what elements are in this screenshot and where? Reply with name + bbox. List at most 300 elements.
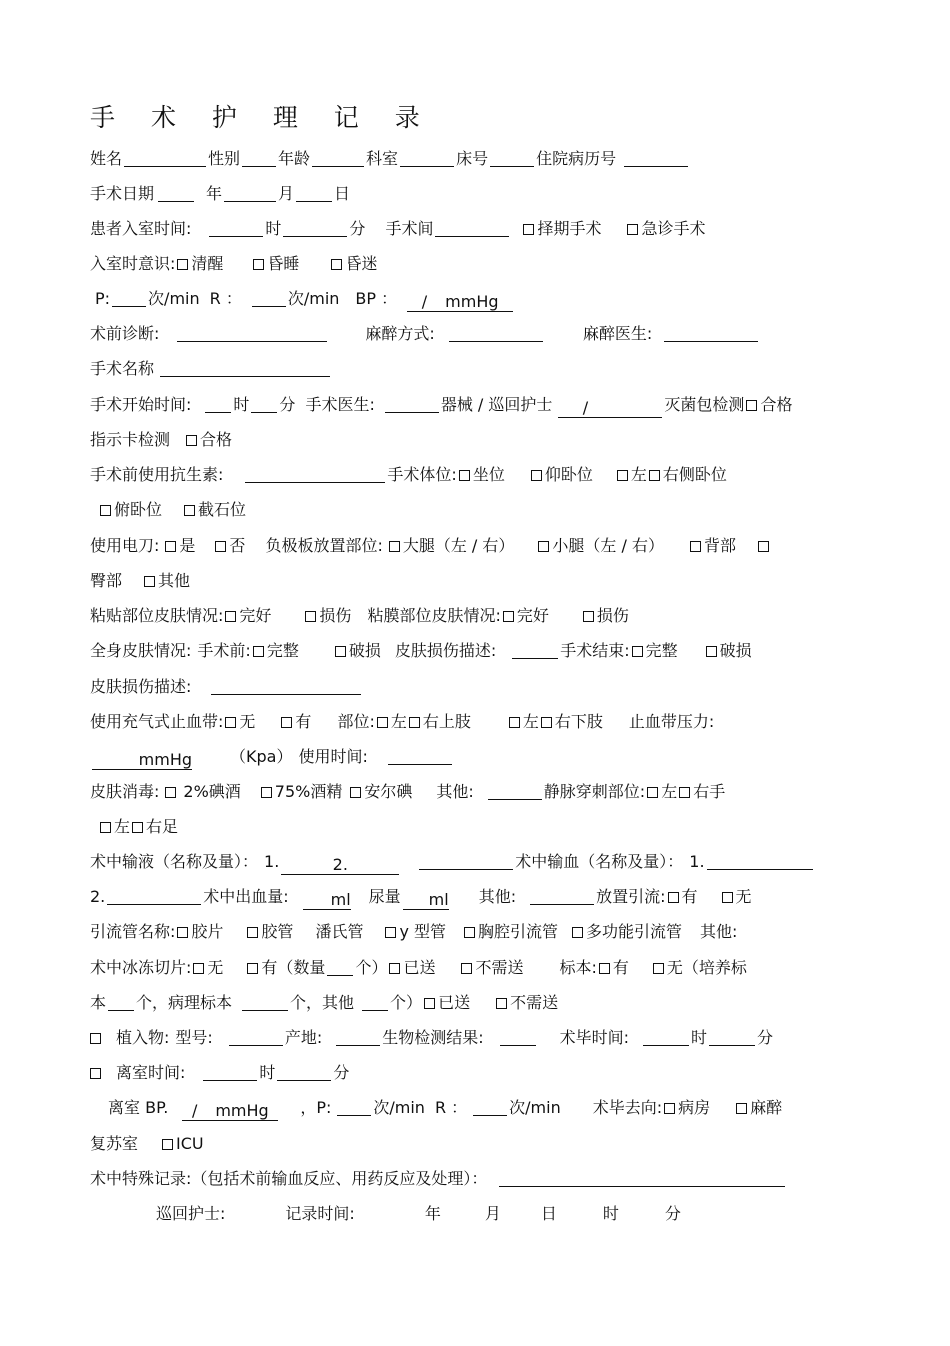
label-leave-resp-unit: 次/min bbox=[509, 1098, 561, 1117]
label-emergency: 急诊手术 bbox=[641, 219, 706, 238]
label-drain-type: 引流管名称: bbox=[90, 922, 176, 941]
checkbox-supine[interactable] bbox=[531, 470, 542, 481]
label-coma: 昏迷 bbox=[345, 254, 378, 273]
label-venipuncture: 静脉穿刺部位: bbox=[543, 782, 646, 801]
checkbox-anerdian[interactable] bbox=[350, 787, 361, 798]
bp-separator: / bbox=[421, 292, 428, 311]
label-age: 年龄 bbox=[278, 149, 311, 168]
label-other-site: 其他 bbox=[158, 571, 191, 590]
label-special-record: 术中特殊记录:（包括术前输血反应、用药反应及处理）： bbox=[90, 1169, 488, 1188]
row-tourniquet bbox=[90, 710, 870, 734]
row-surgery-start bbox=[90, 393, 870, 417]
checkbox-y-tube[interactable] bbox=[385, 927, 396, 938]
checkbox-electrotome-yes[interactable] bbox=[165, 541, 176, 552]
label-other-disinfect: 其他: bbox=[436, 782, 474, 801]
label-surgery-date: 手术日期 bbox=[90, 184, 155, 203]
field-gender[interactable] bbox=[242, 148, 276, 167]
checkbox-hand-left[interactable] bbox=[647, 787, 658, 798]
label-left: 左 bbox=[630, 465, 647, 484]
row-surgery-date bbox=[90, 182, 870, 206]
label-position: 手术体位: bbox=[387, 465, 457, 484]
row-entry-time bbox=[90, 217, 870, 241]
label-anesthesia: 麻醉 bbox=[750, 1098, 783, 1117]
checkbox-lower-left[interactable] bbox=[509, 717, 520, 728]
field-pressure[interactable] bbox=[92, 751, 192, 770]
checkbox-specimen-yes[interactable] bbox=[599, 963, 610, 974]
checkbox-frozen-not-needed[interactable] bbox=[461, 963, 472, 974]
label-chest-drain: 胸腔引流管 bbox=[478, 922, 559, 941]
row-disinfection bbox=[90, 780, 870, 804]
field-surgery-name[interactable] bbox=[160, 358, 330, 377]
label-upper-left: 左 bbox=[390, 712, 407, 731]
label-tourniquet-no: 无 bbox=[239, 712, 256, 731]
label-sterile-pass: 合格 bbox=[760, 395, 793, 414]
field-infusion-2[interactable] bbox=[419, 851, 513, 870]
label-minute: 分 bbox=[349, 219, 366, 238]
row-body-skin bbox=[90, 639, 870, 663]
label-no: 否 bbox=[229, 536, 246, 555]
field-bio-test[interactable] bbox=[500, 1027, 536, 1046]
label-after-surgery: 手术结束: bbox=[560, 641, 630, 660]
label-supine: 仰卧位 bbox=[544, 465, 593, 484]
label-ward: 病房 bbox=[678, 1098, 711, 1117]
label-site: 部位: bbox=[337, 712, 375, 731]
label-after-intact: 完整 bbox=[645, 641, 678, 660]
label-mucosa-skin: 粘膜部位皮肤情况: bbox=[367, 606, 501, 625]
label-surgery-name: 手术名称 bbox=[90, 359, 155, 378]
row-damage-desc-2 bbox=[90, 675, 870, 699]
field-surgeon[interactable] bbox=[385, 394, 439, 413]
field-damage-desc[interactable] bbox=[512, 640, 558, 659]
checkbox-implant[interactable] bbox=[90, 1033, 101, 1044]
row-adhesion-skin bbox=[90, 604, 870, 628]
label-implant: 植入物: bbox=[116, 1028, 170, 1047]
bp-unit: mmHg bbox=[445, 292, 499, 311]
field-leave-pulse[interactable] bbox=[337, 1097, 371, 1116]
checkbox-right-lateral[interactable] bbox=[649, 470, 660, 481]
checkbox-other-site[interactable] bbox=[144, 576, 155, 587]
label-record-time: 记录时间: bbox=[285, 1204, 355, 1223]
field-leave-bp[interactable] bbox=[182, 1102, 278, 1121]
label-yes: 是 bbox=[179, 536, 196, 555]
row-position-2 bbox=[98, 498, 878, 522]
row-venipuncture-2 bbox=[98, 815, 878, 839]
label-leave-pulse-unit: 次/min bbox=[373, 1098, 425, 1117]
label-urine: 尿量 bbox=[368, 887, 401, 906]
label-after-damaged: 破损 bbox=[719, 641, 752, 660]
label-frozen-not-needed: 不需送 bbox=[475, 958, 524, 977]
label-sig-day: 日 bbox=[540, 1204, 557, 1223]
label-specimen-no: 无（培养标 bbox=[666, 958, 747, 977]
checkbox-drainage-yes[interactable] bbox=[668, 892, 679, 903]
label-indicator-card: 指示卡检测 bbox=[90, 430, 171, 449]
field-other-disinfect[interactable] bbox=[488, 781, 542, 800]
label-before-damaged: 破损 bbox=[348, 641, 381, 660]
checkbox-prone[interactable] bbox=[100, 505, 111, 516]
label-specimen-sent: 已送 bbox=[438, 993, 471, 1012]
label-other-drain: 其他: bbox=[700, 922, 738, 941]
field-operating-room[interactable] bbox=[435, 218, 509, 237]
row-infusion bbox=[90, 850, 870, 874]
row-pressure bbox=[90, 745, 870, 769]
label-consciousness: 入室时意识: bbox=[90, 254, 176, 273]
row-leave-vitals bbox=[108, 1096, 888, 1120]
field-month[interactable] bbox=[224, 183, 276, 202]
label-pathology: 个，病理标本 bbox=[136, 993, 233, 1012]
checkbox-tourniquet-yes[interactable] bbox=[281, 717, 292, 728]
label-recovery-room: 复苏室 bbox=[90, 1134, 139, 1153]
label-lateral: 右侧卧位 bbox=[662, 465, 727, 484]
label-department: 科室 bbox=[366, 149, 399, 168]
checkbox-adhesion-damaged[interactable] bbox=[305, 611, 316, 622]
checkbox-anesthesia-recovery[interactable] bbox=[736, 1103, 747, 1114]
field-nurses[interactable] bbox=[558, 399, 662, 418]
checkbox-left[interactable] bbox=[617, 470, 628, 481]
label-month: 月 bbox=[278, 184, 295, 203]
checkbox-icu[interactable] bbox=[162, 1139, 173, 1150]
label-year: 年 bbox=[206, 184, 223, 203]
row-vitals bbox=[95, 287, 875, 311]
field-entry-minute[interactable] bbox=[283, 218, 347, 237]
checkbox-lower-right[interactable] bbox=[541, 717, 552, 728]
leave-bp-unit: mmHg bbox=[215, 1101, 269, 1120]
label-y-tube: y 型管 bbox=[399, 922, 447, 941]
label-name: 姓名 bbox=[90, 149, 123, 168]
row-frozen-section bbox=[90, 956, 870, 980]
checkbox-sitting[interactable] bbox=[459, 470, 470, 481]
label-tourniquet: 使用充气式止血带: bbox=[90, 712, 224, 731]
label-anesthesiologist: 麻醉医生: bbox=[582, 324, 653, 343]
label-mucosa-damaged: 损伤 bbox=[596, 606, 629, 625]
checkbox-ward[interactable] bbox=[664, 1103, 675, 1114]
label-record-no: 住院病历号 bbox=[536, 149, 617, 168]
blood-loss-unit: ml bbox=[330, 890, 351, 909]
checkbox-elective[interactable] bbox=[523, 224, 534, 235]
label-hand-right: 右手 bbox=[693, 782, 726, 801]
label-drainage-yes: 有 bbox=[681, 887, 698, 906]
field-blood-loss[interactable] bbox=[303, 891, 351, 910]
label-alcohol: 75%酒精 bbox=[274, 782, 343, 801]
label-buttock: 臀部 bbox=[90, 571, 123, 590]
field-pulse[interactable] bbox=[112, 288, 146, 307]
label-antibiotics: 手术前使用抗生素: bbox=[90, 465, 224, 484]
label-sterile-check: 灭菌包检测 bbox=[664, 395, 745, 414]
label-hand-left: 左 bbox=[661, 782, 678, 801]
field-bed[interactable] bbox=[490, 148, 534, 167]
field-name[interactable] bbox=[124, 148, 206, 167]
checkbox-electrotome-no[interactable] bbox=[215, 541, 226, 552]
checkbox-upper-right[interactable] bbox=[409, 717, 420, 728]
field-transfusion-2[interactable] bbox=[107, 886, 201, 905]
label-electrotome: 使用电刀: bbox=[90, 536, 160, 555]
label-infusion: 术中输液（名称及量）： bbox=[90, 852, 259, 871]
label-mucosa-intact: 完好 bbox=[516, 606, 549, 625]
label-foot-right: 右足 bbox=[146, 817, 179, 836]
label-frozen-no: 无 bbox=[207, 958, 224, 977]
label-adhesion-intact: 完好 bbox=[239, 606, 272, 625]
label-specimen-not-needed: 不需送 bbox=[510, 993, 559, 1012]
checkbox-coma[interactable] bbox=[331, 259, 342, 270]
field-leave-resp[interactable] bbox=[473, 1097, 507, 1116]
field-frozen-count[interactable] bbox=[327, 957, 353, 976]
field-year[interactable] bbox=[158, 183, 194, 202]
label-prone: 俯卧位 bbox=[114, 500, 163, 519]
label-tourniquet-pressure: 止血带压力: bbox=[628, 712, 715, 731]
label-leave-time: 离室时间: bbox=[116, 1063, 186, 1082]
label-model: 型号: bbox=[175, 1028, 213, 1047]
label-frozen-yes: 有（数量 bbox=[261, 958, 326, 977]
label-hour: 时 bbox=[265, 219, 282, 238]
label-start-minute: 分 bbox=[279, 395, 296, 414]
label-day: 日 bbox=[334, 184, 351, 203]
label-multi-drain: 多功能引流管 bbox=[586, 922, 683, 941]
checkbox-upper-left[interactable] bbox=[377, 717, 388, 728]
label-sig-minute: 分 bbox=[664, 1204, 681, 1223]
row-electrotome bbox=[90, 534, 870, 558]
checkbox-frozen-sent[interactable] bbox=[389, 963, 400, 974]
checkbox-indicator-pass[interactable] bbox=[186, 435, 197, 446]
label-plate-site: 负极板放置部位: bbox=[265, 536, 383, 555]
checkbox-leave[interactable] bbox=[90, 1068, 101, 1079]
row-special-record bbox=[90, 1167, 870, 1191]
label-tube-drain: 胶管 bbox=[261, 922, 294, 941]
field-other-output[interactable] bbox=[530, 886, 594, 905]
label-origin: 产地: bbox=[284, 1028, 323, 1047]
label-specimen-unit: 个） bbox=[390, 993, 423, 1012]
checkbox-lithotomy[interactable] bbox=[184, 505, 195, 516]
field-other-specimen-count[interactable] bbox=[362, 992, 388, 1011]
label-start-hour: 时 bbox=[233, 395, 250, 414]
checkbox-tourniquet-no[interactable] bbox=[225, 717, 236, 728]
label-pulse-unit: 次/min bbox=[148, 289, 200, 308]
field-bp[interactable] bbox=[407, 293, 513, 312]
field-preop-diagnosis[interactable] bbox=[177, 323, 327, 342]
checkbox-specimen-no[interactable] bbox=[653, 963, 664, 974]
checkbox-thigh[interactable] bbox=[389, 541, 400, 552]
field-duration[interactable] bbox=[388, 746, 452, 765]
label-frozen-section: 术中冰冻切片: bbox=[90, 958, 192, 977]
label-before-surgery: 手术前: bbox=[197, 641, 251, 660]
label-lower-left: 左 bbox=[522, 712, 539, 731]
label-disinfection: 皮肤消毒: bbox=[90, 782, 160, 801]
checkbox-buttock[interactable] bbox=[758, 541, 769, 552]
label-sitting: 坐位 bbox=[472, 465, 505, 484]
label-infusion-1: 1. bbox=[264, 852, 280, 871]
field-entry-hour[interactable] bbox=[209, 218, 263, 237]
label-start-time: 手术开始时间: bbox=[90, 395, 192, 414]
checkbox-emergency[interactable] bbox=[627, 224, 638, 235]
checkbox-awake[interactable] bbox=[177, 259, 188, 270]
field-urine[interactable] bbox=[403, 891, 449, 910]
label-indicator-pass: 合格 bbox=[200, 430, 233, 449]
label-back: 背部 bbox=[704, 536, 737, 555]
field-start-minute[interactable] bbox=[251, 394, 277, 413]
nurses-separator: / bbox=[582, 398, 589, 417]
label-adhesion-skin: 粘贴部位皮肤情况: bbox=[90, 606, 224, 625]
label-other-specimen: 个，其他 bbox=[290, 993, 355, 1012]
label-blood-loss: 术中出血量: bbox=[203, 887, 289, 906]
field-pathology-count[interactable] bbox=[242, 992, 288, 1011]
label-bp: BP ： bbox=[355, 289, 398, 308]
label-frozen-sent: 已送 bbox=[403, 958, 436, 977]
field-special-record[interactable] bbox=[499, 1168, 785, 1187]
checkbox-after-intact[interactable] bbox=[632, 646, 643, 657]
label-leave-bp: 离室 BP. bbox=[108, 1098, 169, 1117]
label-nurses: 器械 / 巡回护士 bbox=[440, 395, 553, 414]
label-culture-suffix: 本 bbox=[90, 993, 107, 1012]
label-transfusion-1: 1. bbox=[689, 852, 705, 871]
row-drain-type bbox=[90, 920, 870, 944]
label-body-skin: 全身皮肤情况: bbox=[90, 641, 192, 660]
row-specimen-count bbox=[90, 991, 870, 1015]
checkbox-specimen-not-needed[interactable] bbox=[496, 998, 507, 1009]
row-blood-loss bbox=[90, 885, 870, 909]
form-title: 手 术 护 理 记 录 bbox=[90, 103, 434, 132]
checkbox-iodine-tincture[interactable] bbox=[165, 787, 176, 798]
row-surgery-name bbox=[90, 357, 870, 381]
checkbox-foot-right[interactable] bbox=[132, 822, 143, 833]
label-leave-hour: 时 bbox=[259, 1063, 276, 1082]
checkbox-frozen-no[interactable] bbox=[193, 963, 204, 974]
checkbox-drainage-no[interactable] bbox=[722, 892, 733, 903]
label-damage-desc-after: 皮肤损伤描述: bbox=[90, 677, 192, 696]
label-infusion-2: 2. bbox=[332, 855, 348, 874]
checkbox-foot-left[interactable] bbox=[100, 822, 111, 833]
label-specimen-yes: 有 bbox=[612, 958, 629, 977]
pressure-unit: mmHg bbox=[138, 750, 192, 769]
checkbox-back[interactable] bbox=[690, 541, 701, 552]
label-drainage-no: 无 bbox=[735, 887, 752, 906]
label-specimen: 标本: bbox=[559, 958, 597, 977]
checkbox-calf[interactable] bbox=[538, 541, 549, 552]
label-frozen-unit: 个） bbox=[355, 958, 388, 977]
label-entry-time: 患者入室时间: bbox=[90, 219, 192, 238]
label-drowsy: 昏睡 bbox=[267, 254, 300, 273]
label-film-drain: 胶片 bbox=[191, 922, 224, 941]
field-anesthesiologist[interactable] bbox=[664, 323, 758, 342]
label-bed: 床号 bbox=[456, 149, 489, 168]
checkbox-mucosa-damaged[interactable] bbox=[583, 611, 594, 622]
field-transfusion-1[interactable] bbox=[707, 851, 813, 870]
field-anesthesia-method[interactable] bbox=[449, 323, 543, 342]
label-preop-diagnosis: 术前诊断: bbox=[90, 324, 160, 343]
label-icu: ICU bbox=[176, 1134, 204, 1153]
checkbox-tube-drain[interactable] bbox=[247, 927, 258, 938]
label-resp-unit: 次/min bbox=[287, 289, 340, 308]
field-antibiotics[interactable] bbox=[245, 464, 385, 483]
row-destination-2 bbox=[90, 1132, 870, 1156]
label-leave-pulse: ，P: bbox=[300, 1098, 332, 1117]
field-leave-hour[interactable] bbox=[203, 1062, 257, 1081]
label-damage-desc: 皮肤损伤描述: bbox=[394, 641, 497, 660]
label-upper-limb: 右上肢 bbox=[422, 712, 471, 731]
checkbox-multi-drain[interactable] bbox=[572, 927, 583, 938]
label-lower-limb: 右下肢 bbox=[554, 712, 603, 731]
label-elective: 择期手术 bbox=[537, 219, 602, 238]
checkbox-chest-drain[interactable] bbox=[464, 927, 475, 938]
label-operating-room: 手术间 bbox=[385, 219, 434, 238]
row-antibiotics-position bbox=[90, 463, 870, 487]
label-penrose: 潘氏管 bbox=[315, 922, 364, 941]
label-end-time: 术毕时间: bbox=[559, 1028, 630, 1047]
label-tourniquet-yes: 有 bbox=[295, 712, 312, 731]
field-origin[interactable] bbox=[336, 1027, 380, 1046]
row-consciousness bbox=[90, 252, 870, 276]
label-end-minute: 分 bbox=[757, 1028, 774, 1047]
checkbox-after-damaged[interactable] bbox=[706, 646, 717, 657]
field-end-hour[interactable] bbox=[643, 1027, 689, 1046]
row-leave-time bbox=[90, 1061, 870, 1085]
row-patient-info bbox=[90, 147, 870, 171]
field-start-hour[interactable] bbox=[205, 394, 231, 413]
field-department[interactable] bbox=[400, 148, 454, 167]
label-awake: 清醒 bbox=[191, 254, 224, 273]
field-damage-desc-after[interactable] bbox=[211, 676, 361, 695]
checkbox-specimen-sent[interactable] bbox=[424, 998, 435, 1009]
label-drainage: 放置引流: bbox=[596, 887, 666, 906]
checkbox-hand-right[interactable] bbox=[679, 787, 690, 798]
label-before-intact: 完整 bbox=[266, 641, 299, 660]
label-transfusion: 术中输血（名称及量）： bbox=[515, 852, 684, 871]
label-calf: 小腿（左 / 右） bbox=[552, 536, 664, 555]
checkbox-adhesion-intact[interactable] bbox=[225, 611, 236, 622]
field-record-no[interactable] bbox=[624, 148, 688, 167]
checkbox-alcohol[interactable] bbox=[261, 787, 272, 798]
urine-unit: ml bbox=[428, 890, 449, 909]
field-infusion-1[interactable] bbox=[281, 856, 399, 875]
label-destination: 术毕去向: bbox=[592, 1098, 663, 1117]
label-other-output: 其他: bbox=[478, 887, 517, 906]
label-gender: 性别 bbox=[208, 149, 241, 168]
field-resp[interactable] bbox=[252, 288, 286, 307]
checkbox-mucosa-intact[interactable] bbox=[503, 611, 514, 622]
field-end-minute[interactable] bbox=[709, 1027, 755, 1046]
label-duration: 使用时间: bbox=[298, 747, 368, 766]
field-leave-minute[interactable] bbox=[277, 1062, 331, 1081]
checkbox-before-damaged[interactable] bbox=[335, 646, 346, 657]
label-anerdian: 安尔碘 bbox=[364, 782, 413, 801]
row-diagnosis bbox=[90, 322, 870, 346]
label-transfusion-2: 2. bbox=[90, 887, 106, 906]
field-model[interactable] bbox=[229, 1027, 283, 1046]
field-day[interactable] bbox=[296, 183, 332, 202]
label-end-hour: 时 bbox=[691, 1028, 708, 1047]
checkbox-sterile-pass[interactable] bbox=[746, 400, 757, 411]
field-age[interactable] bbox=[312, 148, 364, 167]
checkbox-frozen-yes[interactable] bbox=[247, 963, 258, 974]
row-plate-site-2 bbox=[90, 569, 870, 593]
row-indicator-card bbox=[90, 428, 870, 452]
label-thigh: 大腿（左 / 右） bbox=[402, 536, 515, 555]
leave-bp-separator: / bbox=[191, 1101, 198, 1120]
label-pulse: P: bbox=[95, 289, 111, 308]
checkbox-film-drain[interactable] bbox=[177, 927, 188, 938]
label-sig-month: 月 bbox=[484, 1204, 501, 1223]
field-culture-count[interactable] bbox=[108, 992, 134, 1011]
checkbox-drowsy[interactable] bbox=[253, 259, 264, 270]
label-leave-resp: R ： bbox=[434, 1098, 468, 1117]
label-iodine-tincture: 2%碘酒 bbox=[183, 782, 241, 801]
label-circulating-nurse: 巡回护士: bbox=[156, 1204, 226, 1223]
label-anesthesia-method: 麻醉方式: bbox=[365, 324, 435, 343]
label-bio-test: 生物检测结果: bbox=[382, 1028, 484, 1047]
checkbox-before-intact[interactable] bbox=[253, 646, 264, 657]
row-signature bbox=[156, 1202, 936, 1226]
label-kpa: （Kpa） bbox=[230, 747, 293, 766]
label-surgeon: 手术医生: bbox=[305, 395, 375, 414]
label-lithotomy: 截石位 bbox=[198, 500, 247, 519]
label-leave-minute: 分 bbox=[333, 1063, 350, 1082]
